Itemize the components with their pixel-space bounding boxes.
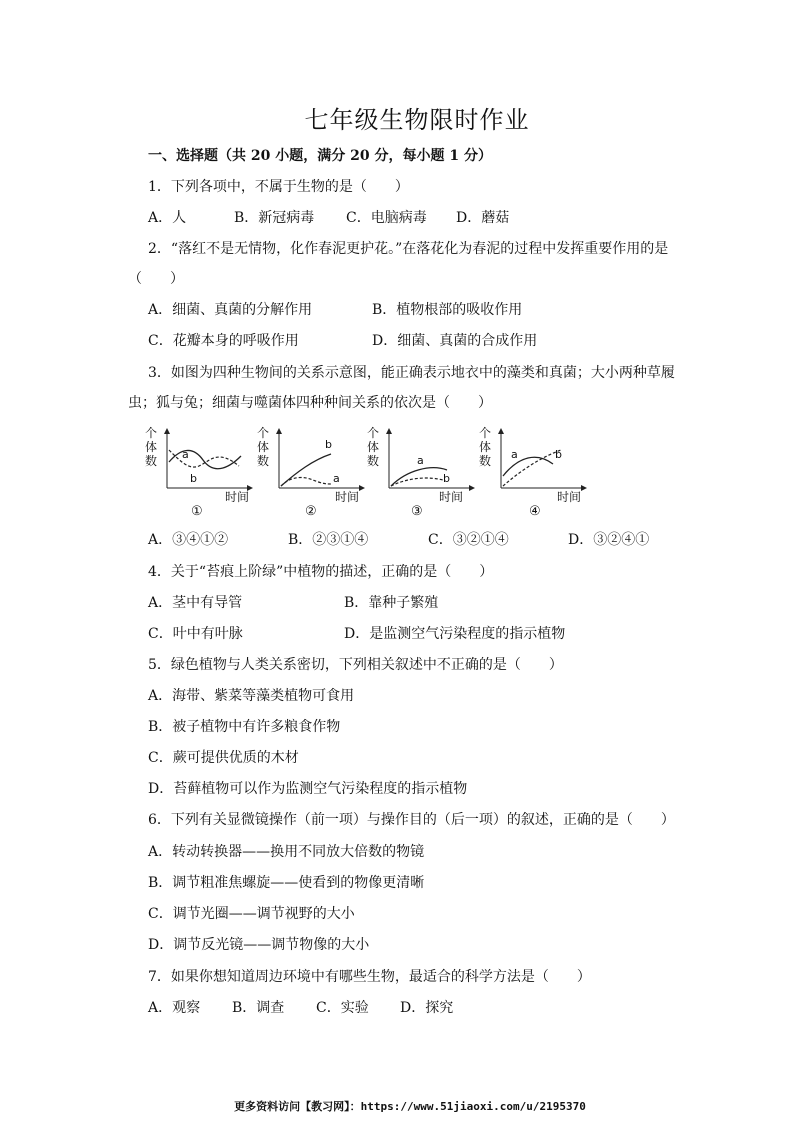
q2-option-b: B．植物根部的吸收作用 [372, 302, 523, 318]
q4-stem: 4．关于“苔痕上阶绿”中植物的描述，正确的是（ ） [148, 564, 494, 580]
q3-figure [145, 426, 585, 522]
section-heading: 一、选择题（共 20 小题，满分 20 分，每小题 1 分） [148, 148, 492, 164]
q7-option-b: B．调查 [232, 1000, 285, 1016]
q5-option-d: D．苔藓植物可以作为监测空气污染程度的指示植物 [148, 781, 468, 797]
q3-stem-line1: 3．如图为四种生物间的关系示意图，能正确表示地衣中的藻类和真菌；大小两种草履 [148, 365, 675, 381]
x-axis-label: 时间 [557, 490, 582, 504]
q4-option-c: C．叶中有叶脉 [148, 626, 243, 642]
q1-option-d: D．蘑菇 [456, 210, 510, 226]
q2-option-a: A．细菌、真菌的分解作用 [148, 302, 313, 318]
q7-option-c: C．实验 [316, 1000, 369, 1016]
q1-option-b: B．新冠病毒 [234, 210, 315, 226]
q2-stem-line1: 2．“落红不是无情物，化作春泥更护花。”在落花化为春泥的过程中发挥重要作用的是 [148, 241, 669, 257]
q3-option-b: B．②③①④ [288, 532, 369, 548]
q3-chart-3 [367, 426, 475, 522]
y-axis-label: 个体数 [367, 426, 380, 468]
y-axis-label: 个体数 [257, 426, 270, 468]
q5-option-a: A．海带、紫菜等藻类植物可食用 [148, 688, 355, 704]
q6-option-c: C．调节光圈——调节视野的大小 [148, 906, 355, 922]
curve-a-label: a [182, 448, 189, 461]
q4-option-b: B．靠种子繁殖 [344, 595, 439, 611]
q5-stem: 5．绿色植物与人类关系密切，下列相关叙述中不正确的是（ ） [148, 657, 563, 673]
y-axis-label: 个体数 [145, 426, 158, 468]
q2-stem-line2: （ ） [128, 271, 184, 287]
figure-number-2: ② [305, 504, 317, 519]
page-title: 七年级生物限时作业 [304, 106, 530, 134]
figure-number-3: ③ [411, 504, 423, 519]
q4-option-d: D．是监测空气污染程度的指示植物 [344, 626, 566, 642]
q1-option-c: C．电脑病毒 [346, 210, 427, 226]
q1-stem: 1．下列各项中，不属于生物的是（ ） [148, 179, 409, 195]
curve-a-label: a [333, 472, 340, 485]
q3-stem-line2: 虫；狐与兔；细菌与噬菌体四种种间关系的依次是（ ） [128, 395, 492, 411]
curve-a-label: a [511, 448, 518, 461]
x-axis-label: 时间 [439, 490, 464, 504]
q5-option-c: C．蕨可提供优质的木材 [148, 750, 299, 766]
q6-option-d: D．调节反光镜——调节物像的大小 [148, 937, 370, 953]
q1-option-a: A．人 [148, 210, 187, 226]
q6-stem: 6．下列有关显微镜操作（前一项）与操作目的（后一项）的叙述，正确的是（ ） [148, 812, 675, 828]
x-axis-label: 时间 [225, 490, 250, 504]
q7-option-d: D．探究 [400, 1000, 454, 1016]
q3-chart-4 [479, 426, 587, 522]
q6-option-a: A．转动转换器——换用不同放大倍数的物镜 [148, 844, 425, 860]
curve-b-label: b [443, 472, 450, 485]
curve-b-label: b [190, 472, 197, 485]
curve-b-label: b [325, 438, 332, 451]
q2-option-c: C．花瓣本身的呼吸作用 [148, 333, 299, 349]
x-axis-label: 时间 [335, 490, 360, 504]
curve-a-label: a [417, 454, 424, 467]
q3-option-c: C．③②①④ [428, 532, 509, 548]
q5-option-b: B．被子植物中有许多粮食作物 [148, 719, 341, 735]
y-axis-label: 个体数 [479, 426, 492, 468]
curve-b-label: b [555, 448, 562, 461]
footer-link[interactable]: 更多资料访问【教习网】：https://www.51jiaoxi.com/u/2195370 [234, 1100, 586, 1113]
q3-option-d: D．③②④① [568, 532, 650, 548]
q3-chart-2 [257, 426, 365, 522]
q6-option-b: B．调节粗准焦螺旋——使看到的物像更清晰 [148, 875, 425, 891]
q3-chart-1 [145, 426, 253, 522]
q2-option-d: D．细菌、真菌的合成作用 [372, 333, 538, 349]
q3-option-a: A．③④①② [148, 532, 229, 548]
figure-number-1: ① [191, 504, 203, 519]
q7-stem: 7．如果你想知道周边环境中有哪些生物，最适合的科学方法是（ ） [148, 969, 591, 985]
figure-number-4: ④ [529, 504, 541, 519]
q4-option-a: A．茎中有导管 [148, 595, 243, 611]
q7-option-a: A．观察 [148, 1000, 201, 1016]
